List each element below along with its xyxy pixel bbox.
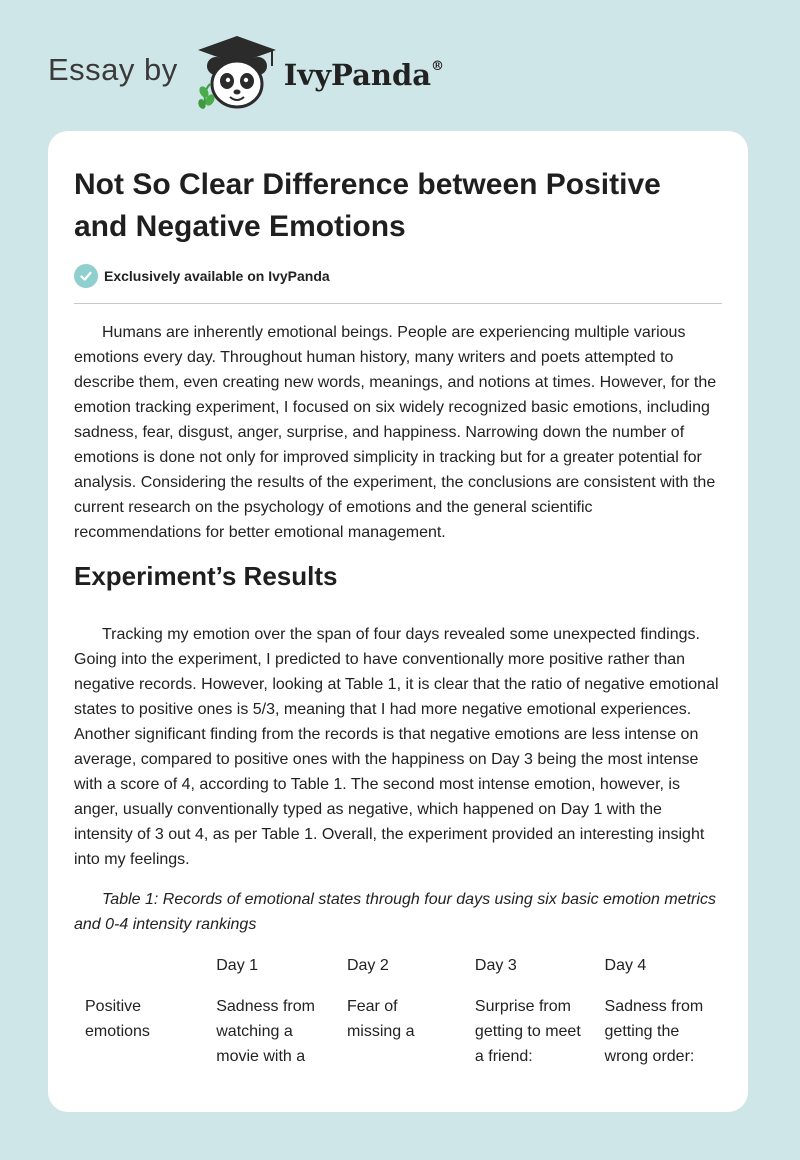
brand-name[interactable]: IvyPanda® (283, 58, 445, 92)
table-row (74, 994, 724, 1069)
divider (74, 303, 722, 304)
page-title: Not So Clear Difference between Positive and Negative Emotions (74, 168, 661, 243)
registered-mark: ® (431, 59, 445, 75)
section-heading: Experiment’s Results (74, 561, 338, 591)
table-header-cell: Day 3 (474, 957, 517, 974)
intro-paragraph: Humans are inherently emotional beings. People are experiencing multiple various emotions every day. Throughout human history, many writers and poets attempted to describe them, even creating new words, meanings, and notions at times. However, for the emotion tracking experiment, I focused on six widely recognized basic emotions, including sadness, fear, disgust, anger, surprise, and happiness. Narrowing down the number of emotions is done not only for improved simplicity in tracking but for a greater potential for analysis. Considering the results of the experiment, the conclusions are consistent with the current research on the psychology of emotions and the general scientific recommendations for better emotional management. (74, 324, 717, 541)
check-circle-icon (74, 264, 98, 288)
table-header-cell (74, 953, 205, 994)
exclusive-badge (74, 263, 330, 289)
emotions-table (74, 953, 724, 1069)
site-header (48, 34, 444, 112)
table-header-cell: Day 4 (604, 957, 647, 974)
brand-prefix: Essay by (48, 52, 178, 87)
table-cell: Sadness from watching a movie with a (216, 998, 315, 1065)
table-cell: Fear of missing a (346, 998, 415, 1040)
table-header-cell: Day 2 (346, 957, 389, 974)
results-paragraph: Tracking my emotion over the span of four days revealed some unexpected findings. Going into the experiment, I predicted to have conventionally more positive rather than negative records. However, looking at Table 1, it is clear that the ratio of negative emotional states to positive ones is 5/3, meaning that I had more negative emotional experiences. Another significant finding from the records is that negative emotions are less intense on average, compared to positive ones with the happiness on Day 3 being the most intense with a score of 4, according to Table 1. The second most intense emotion, however, is anger, usually conventionally typed as negative, which happened on Day 1 with the intensity of 3 out 4, as per Table 1. Overall, the experiment provided an interesting insight into my feelings. (74, 626, 719, 868)
table-header-row (74, 953, 724, 994)
table-cell: Surprise from getting to meet a friend: (474, 998, 581, 1065)
row-label: Positive emotions (85, 998, 150, 1040)
essay-card (48, 131, 748, 1112)
table-header-cell: Day 1 (216, 957, 259, 974)
panda-logo-icon[interactable] (192, 34, 282, 112)
table-caption: Table 1: Records of emotional states through four days using six basic emotion metrics and 0-4 intensity rankings (74, 891, 716, 933)
table-cell: Sadness from getting the wrong order: (604, 998, 704, 1065)
badge-label: Exclusively available on IvyPanda (104, 268, 330, 284)
